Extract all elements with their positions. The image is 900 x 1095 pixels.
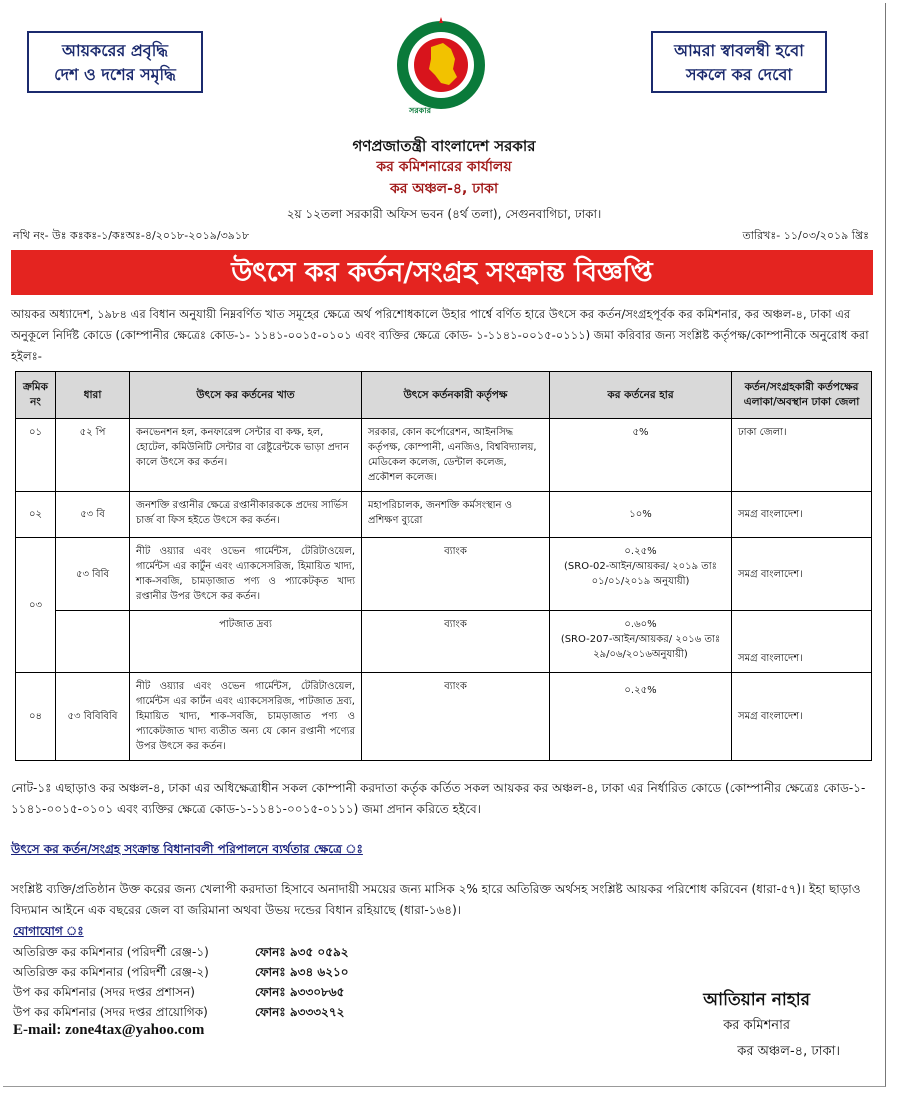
note-paragraph: নোট-১ঃ এছাড়াও কর অঞ্চল-৪, ঢাকা এর অধিক্ষেত্রাধীন সকল কোম্পানী করদাতা কর্তৃক কর্তিত সকল আয়কর কর অঞ্চল-৪, ঢাকা এর নির্ধারিত কোডে (কোম্পানীর ক্ষেত্রেঃ কোড-১- ১১৪১-০০১৫-০১০১ এবং ব্যক্তির ক্ষেত্রে কোড-১-১১৪১-০০১৫-০১১১) জমা প্রদান করিতে হইবে। — [11, 781, 866, 816]
tax-zone: কর অঞ্চল-৪, ঢাকা — [389, 181, 499, 197]
rate-note: (SRO-02-আইন/আয়কর/ ২০১৯ তাঃ ০১/০১/২০১৯ অনুযায়ী) — [564, 561, 717, 587]
slogan-box-right — [651, 31, 827, 93]
notice-title-banner: উৎসে কর কর্তন/সংগ্রহ সংক্রান্ত বিজ্ঞপ্তি — [11, 250, 873, 295]
file-number: নথি নং- উঃ কঃকঃ-১/কঃঅঃ-৪/২০১৮-২০১৯/৩৯১৮ — [13, 229, 250, 242]
office-address: ২য় ১২তলা সরকারী অফিস ভবন (৪র্থ তলা), সেগুনবাগিচা, ঢাকা। — [286, 207, 602, 221]
cell-rate: ১০% — [550, 492, 732, 538]
cell-serial: ০৪ — [16, 673, 56, 761]
cell-item: পাটজাত দ্রব্য — [130, 611, 362, 673]
table-header-row — [16, 372, 872, 419]
contact-email: E-mail: zone4tax@yahoo.com — [13, 1022, 205, 1038]
notice-date: তারিখঃ- ১১/০৩/২০১৯ খ্রিঃ — [742, 229, 869, 242]
cell-area: ঢাকা জেলা। — [732, 419, 872, 492]
th-rate: কর কর্তনের হার — [550, 372, 732, 419]
th-authority: উৎসে কর্তনকারী কর্তৃপক্ষ — [362, 372, 550, 419]
cell-area: সমগ্র বাংলাদেশ। — [732, 538, 872, 611]
intro-paragraph: আয়কর অধ্যাদেশ, ১৯৮৪ এর বিধান অনুযায়ী নিম্নবর্ণিত খাত সমূহের ক্ষেত্রে অর্থ পরিশোধকালে উহার পার্শ্বে বর্ণিত হারে উৎসে কর কর্তন/সংগ্রহপূর্বক কর কমিশনার, কর অঞ্চল-৪, ঢাকা এর অনুকূলে নির্দিষ্ট কোডে (কোম্পানীর ক্ষেত্রেঃ কোড-১- ১১৪১-০০১৫-০১০১ এবং ব্যক্তির ক্ষেত্রে কোড- ১-১১৪১-০০১৫-০১১১) জমা করিবার জন্য সংশ্লিষ্ট কর্তৃপক্ষ/কোম্পানীকে অনুরোধ করা হইলঃ- — [11, 307, 869, 363]
penalty-paragraph: সংশ্লিষ্ট ব্যক্তি/প্রতিষ্ঠান উক্ত করের জন্য খেলাপী করদাতা হিসাবে অনাদায়ী সময়ের জন্য মাসিক ২% হারে অতিরিক্ত অর্থসহ সংশ্লিষ্ট আয়কর পরিশোধ করিবেন (ধারা-৫৭)। ইহা ছাড়াও বিদ্যমান আইনে এক বছরের জেল বা জরিমানা অথবা উভয় দন্ডের বিধান রহিয়াছে (ধারা-১৬৪)। — [11, 882, 861, 917]
slogan-left-line2: দেশ ও দশের সমৃদ্ধি — [54, 65, 176, 84]
signatory-title: কর কমিশনার — [723, 1018, 790, 1033]
contact-phone: ফোনঃ ৯৩৫ ০৫৯২ — [255, 945, 349, 959]
cell-rate: ০.২৫% — [550, 673, 732, 761]
seal-text-top: সরকার — [409, 106, 432, 115]
cell-authority: ব্যাংক — [362, 673, 550, 761]
contact-phone: ফোনঃ ৯৩৩৩২৭২ — [255, 1005, 345, 1019]
cell-item: নীট ওয়্যার এবং ওভেন গার্মেন্টস, টেরিটাওয়েল, গার্মেন্টস এর কার্টুন এবং এ্যাকসেসরিজ, হিমায়িত খাদ্য, শাক-সবজি, চামড়াজাত পণ্য ও প্যাকেটকৃত খাদ্য রপ্তানীর উপর উৎসে কর কর্তন। — [130, 538, 362, 611]
th-section: ধারা — [56, 372, 130, 419]
contact-row — [13, 942, 349, 962]
failure-heading: উৎসে কর কর্তন/সংগ্রহ সংক্রান্ত বিধানাবলী পরিপালনে ব্যর্থতার ক্ষেত্রে ঃ — [11, 842, 363, 856]
cell-item: কনভেনশন হল, কনফারেন্স সেন্টার বা কক্ষ, হল, হোটেল, কমিউনিটি সেন্টার বা রেষ্টুরেন্টকে ভাড়া প্রদান কালে উৎসে কর কর্তন। — [130, 419, 362, 492]
cell-serial: ০৩ — [16, 538, 56, 673]
contact-row — [13, 982, 349, 1002]
signatory-zone: কর অঞ্চল-৪, ঢাকা। — [737, 1044, 840, 1059]
th-area: কর্তন/সংগ্রহকারী কর্তপক্ষের এলাকা/অবস্থান ঢাকা জেলা — [732, 372, 872, 419]
contact-title: যোগাযোগ ঃ — [13, 924, 84, 938]
cell-section: ৫৩ বিবিবিবি — [56, 673, 130, 761]
contact-row — [13, 1002, 349, 1022]
government-seal-icon — [395, 13, 487, 119]
cell-area: সমগ্র বাংলাদেশ। — [732, 492, 872, 538]
table-row — [16, 611, 872, 673]
cell-item: নীট ওয়্যার এবং ওভেন গার্মেন্টস, টেরিটাওয়েল, গার্মেন্টস এর কার্টন এবং এ্যাকসেসরিজ, পাটজাত দ্রব্য, হিমায়িত খাদ্য, শাক-সবজি, চামড়াজাত পণ্য ও প্যাকেটজাত খাদ্য ব্যতীত অন্য যে কোন রপ্তানী পণ্যের উপর উৎসে কর কর্তন। — [130, 673, 362, 761]
cell-section: ৫৩ বি — [56, 492, 130, 538]
office-name: কর কমিশনারের কার্যালয় — [376, 159, 512, 175]
cell-item: জনশক্তি রপ্তানীর ক্ষেত্রে রপ্তানীকারককে প্রদেয় সার্ভিস চার্জ বা ফিস হইতে উৎসে কর কর্তন। — [130, 492, 362, 538]
contact-label: উপ কর কমিশনার (সদর দপ্তর প্রশাসন) — [13, 985, 195, 999]
contact-phone: ফোনঃ ৯৩৩০৮৬৫ — [255, 985, 345, 999]
contact-label: অতিরিক্ত কর কমিশনার (পরিদর্শী রেঞ্জ-২) — [13, 965, 209, 979]
slogan-right-line2: সকলে কর দেবো — [685, 65, 793, 84]
cell-authority: ব্যাংক — [362, 538, 550, 611]
gov-name: গণপ্রজাতন্ত্রী বাংলাদেশ সরকার — [352, 137, 536, 155]
table-row — [16, 419, 872, 492]
contact-row — [13, 962, 349, 982]
table-row — [16, 492, 872, 538]
rate-value: ০.৬০% — [624, 619, 657, 630]
th-serial: ক্রমিক নং — [16, 372, 56, 419]
cell-section: ৫২ পি — [56, 419, 130, 492]
cell-section: ৫৩ বিবি — [56, 538, 130, 611]
table-row — [16, 538, 872, 611]
cell-serial: ০২ — [16, 492, 56, 538]
slogan-left-line1: আয়করের প্রবৃদ্ধি — [61, 41, 169, 60]
contact-phone: ফোনঃ ৯৩৪ ৬২১০ — [255, 965, 349, 979]
contact-label: উপ কর কমিশনার (সদর দপ্তর প্রায়োগিক) — [13, 1005, 208, 1019]
cell-authority: সরকার, কোন কর্পোরেশন, আইনসিদ্ধ কর্তৃপক্ষ, কোম্পানী, এনজিও, বিশ্ববিদ্যালয়, মেডিকেল কলেজ, ডেন্টাল কলেজ, প্রকৌশল কলেজ। — [362, 419, 550, 492]
cell-area: সমগ্র বাংলাদেশ। — [732, 673, 872, 761]
slogan-box-left — [27, 31, 203, 93]
cell-area: সমগ্র বাংলাদেশ। — [732, 611, 872, 673]
cell-authority: ব্যাংক — [362, 611, 550, 673]
cell-authority: মহাপরিচালক, জনশক্তি কর্মসংস্থান ও প্রশিক্ষণ ব্যুরো — [362, 492, 550, 538]
signatory-name: আতিয়ান নাহার — [703, 990, 810, 1010]
th-item: উৎসে কর কর্তনের খাত — [130, 372, 362, 419]
slogan-right-line1: আমরা স্বাবলম্বী হবো — [674, 41, 804, 60]
contact-list — [13, 942, 349, 1022]
cell-rate — [550, 538, 732, 611]
rate-note: (SRO-207-আইন/আয়কর/ ২০১৬ তাঃ ২৯/০৬/২০১৬অনুযায়ী) — [560, 634, 721, 660]
notice-page — [3, 3, 886, 1087]
cell-rate — [550, 611, 732, 673]
cell-section-empty — [56, 611, 130, 673]
table-row — [16, 673, 872, 761]
rate-value: ০.২৫% — [624, 546, 657, 557]
cell-rate: ৫% — [550, 419, 732, 492]
cell-serial: ০১ — [16, 419, 56, 492]
contact-label: অতিরিক্ত কর কমিশনার (পরিদর্শী রেঞ্জ-১) — [13, 945, 209, 959]
withholding-table — [15, 371, 872, 761]
